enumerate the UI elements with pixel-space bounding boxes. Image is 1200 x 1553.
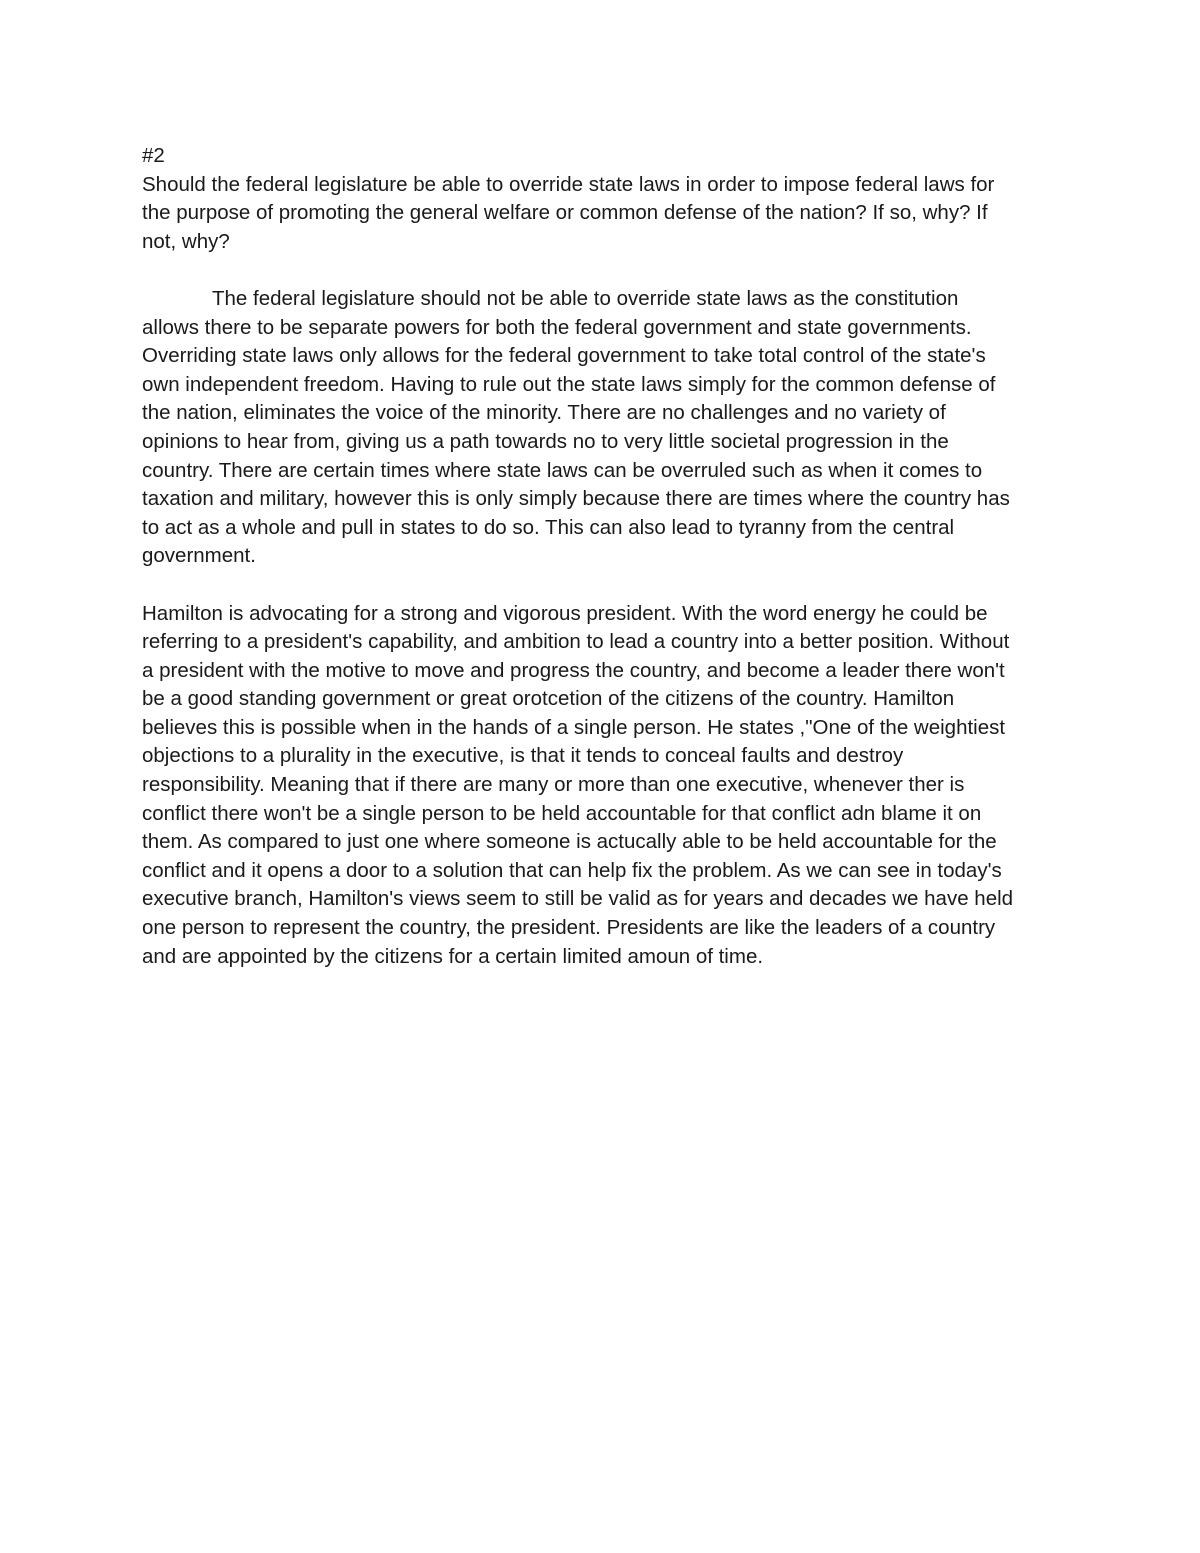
paragraph-line: and are appointed by the citizens for a certain limited amoun of time. xyxy=(142,944,764,968)
paragraph-line: The federal legislature should not be able to override state laws as the constitution xyxy=(212,286,959,310)
paragraph-line: a president with the motive to move and progress the country, and become a leader there won't xyxy=(142,658,1005,682)
paragraph-line: one person to represent the country, the president. Presidents are like the leaders of a country xyxy=(142,916,996,940)
question-text xyxy=(142,171,1072,257)
paragraph-line: responsibility. Meaning that if there are many or more than one executive, whenever ther is xyxy=(142,773,965,797)
paragraph-line: taxation and military, however this is only simply because there are times where the country has xyxy=(142,487,1010,511)
paragraph-line: Overriding state laws only allows for the federal government to take total control of the state's xyxy=(142,344,986,368)
spacer xyxy=(142,256,1072,285)
paragraph-line: Hamilton is advocating for a strong and vigorous president. With the word energy he could be xyxy=(142,601,988,625)
paragraph-line: opinions to hear from, giving us a path towards no to very little societal progression in the xyxy=(142,429,949,453)
question-number: #2 xyxy=(142,144,165,167)
paragraph-line: executive branch, Hamilton's views seem to still be valid as for years and decades we have held xyxy=(142,887,1014,911)
paragraph-line: objections to a plurality in the executive, is that it tends to conceal faults and destroy xyxy=(142,744,904,768)
question-line: not, why? xyxy=(142,229,230,253)
paragraph-line: allows there to be separate powers for both the federal government and state governments. xyxy=(142,315,972,339)
document-body xyxy=(142,142,1072,971)
paragraph-line: them. As compared to just one where someone is actucally able to be held accountable for the xyxy=(142,830,997,854)
answer-paragraph-2 xyxy=(142,600,1072,972)
paragraph-line: the nation, eliminates the voice of the minority. There are no challenges and no variety of xyxy=(142,401,946,425)
paragraph-line: conflict and it opens a door to a solution that can help fix the problem. As we can see in today's xyxy=(142,858,1002,882)
paragraph-line: referring to a president's capability, and ambition to lead a country into a better position. Without xyxy=(142,630,1010,654)
paragraph-line: conflict there won't be a single person to be held accountable for that conflict adn blame it on xyxy=(142,801,982,825)
question-line: Should the federal legislature be able to override state laws in order to impose federal laws for xyxy=(142,172,995,196)
paragraph-line: to act as a whole and pull in states to do so. This can also lead to tyranny from the central xyxy=(142,515,955,539)
paragraph-line: government. xyxy=(142,544,256,568)
spacer xyxy=(142,571,1072,600)
answer-paragraph-1 xyxy=(142,285,1072,571)
paragraph-line: believes this is possible when in the hands of a single person. He states ,"One of the weightiest xyxy=(142,715,1006,739)
paragraph-line: country. There are certain times where state laws can be overruled such as when it comes to xyxy=(142,458,983,482)
paragraph-line: be a good standing government or great orotcetion of the citizens of the country. Hamilton xyxy=(142,687,955,711)
question-line: the purpose of promoting the general welfare or common defense of the nation? If so, why? If xyxy=(142,201,988,225)
paragraph-line: own independent freedom. Having to rule out the state laws simply for the common defense of xyxy=(142,372,996,396)
